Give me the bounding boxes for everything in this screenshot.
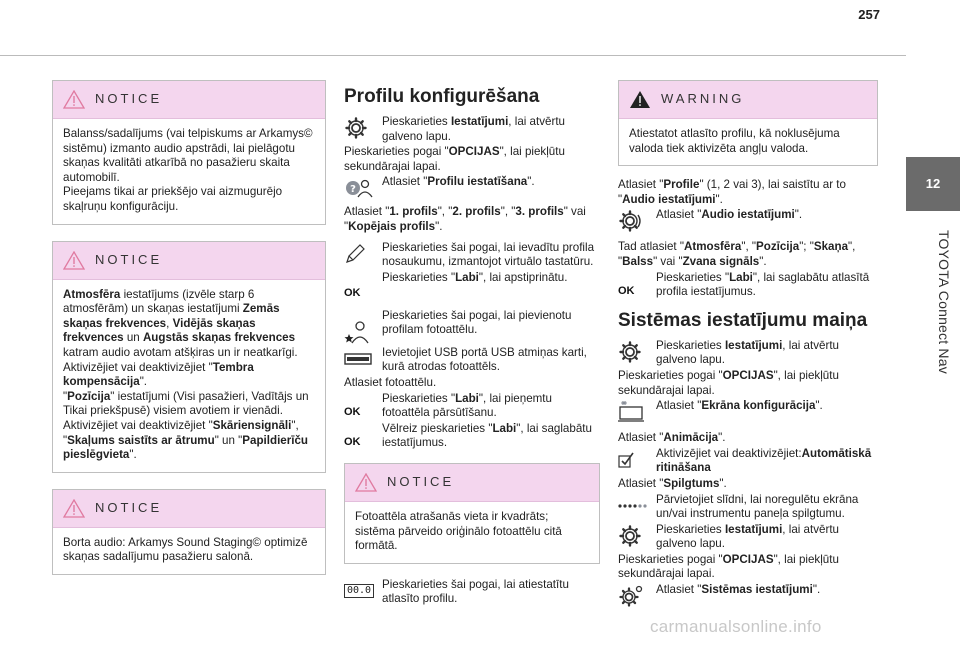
- settings-gear-icon: [618, 524, 642, 548]
- column-right: [618, 80, 878, 610]
- step-audio-settings: Atlasiet "Audio iestatījumi".: [618, 208, 878, 234]
- section-heading-profiles: Profilu konfigurēšana: [344, 86, 540, 107]
- notice-para-position: "Pozīcija" iestatījumi (Visi pasažieri, Vadītājs un Tikai priekšpusē) visiem avotiem ir vienādi.: [63, 389, 309, 418]
- notice-box-atmosphere: [52, 241, 326, 473]
- watermark: carmanualsonline.info: [650, 617, 822, 636]
- audio-settings-gear-icon: [618, 209, 644, 233]
- warning-triangle-icon: [355, 473, 377, 492]
- chapter-side-tab: [906, 0, 960, 649]
- profile-star-icon: [344, 319, 370, 345]
- step-autoscroll: Aktivizējiet vai deaktivizējiet:Automātiskā ritināšana: [618, 447, 878, 476]
- step-options: Pieskarieties pogai "OPCIJAS", lai piekļūtu sekundārajai lapai.: [344, 145, 565, 173]
- notice-header: [53, 242, 325, 280]
- step-select-profile-audio: Atlasiet "Profile" (1, 2 vai 3), lai saistītu ar to "Audio iestatījumi".: [618, 178, 846, 206]
- step-confirm-ok: OK Pieskarieties "Labi", lai apstiprinātu.: [344, 270, 568, 300]
- settings-gear-icon: [344, 116, 368, 140]
- step-open-settings-2: Pieskarieties Iestatījumi, lai atvērtu galveno lapu.: [618, 339, 878, 368]
- notice-title: NOTICE: [95, 251, 163, 267]
- warning-triangle-filled-icon: [629, 90, 651, 109]
- notice-body: [53, 528, 325, 574]
- reset-display-icon: 00.0: [344, 584, 374, 598]
- ok-button-icon: OK: [344, 405, 361, 418]
- notice-body: [53, 119, 325, 224]
- warning-triangle-icon: [63, 499, 85, 518]
- step-screen-config: Atlasiet "Ekrāna konfigurācija".: [618, 399, 878, 425]
- step-insert-usb: Ievietojiet USB portā USB atmiņas karti, kurā atrodas fotoattēls.: [344, 346, 600, 375]
- slider-dots-icon: [618, 501, 648, 511]
- notice-title: NOTICE: [95, 499, 163, 515]
- notice-text: Fotoattēla atrašanās vieta ir kvadrāts; sistēma pārveido oriģinālo fotoattēlu citā formātā.: [355, 509, 562, 553]
- svg-text:?: ?: [350, 184, 356, 196]
- step-edit-name: Pieskarieties šai pogai, lai ievadītu profila nosaukumu, izmantojot virtuālo tastatūru.: [344, 241, 600, 270]
- step-save-profile: OK Pieskarieties "Labi", lai saglabātu atlasītā profila iestatījumus.: [618, 270, 870, 299]
- ok-button-icon: OK: [344, 436, 361, 449]
- notice-header: [345, 464, 599, 502]
- step-choose-audio: Tad atlasiet "Atmosfēra", "Pozīcija"; "Skaņa", "Balss" vai "Zvana signāls".: [618, 240, 856, 268]
- notice-text: Balanss/sadalījums (vai telpiskums ar Arkamys© sistēmu) izmanto audio apstrādi, lai pielāgotu skaņas kvalitāti atkarībā no pasažieru skaita automobilī.: [63, 127, 313, 184]
- notice-para-atmosphere: Atmosfēra iestatījums (izvēle starp 6 atmosfērām) un skaņas iestatījumi Zemās skaņas frekvences, Vidējās skaņas frekvences un Augstās skaņas frekvences katram audio avotam atšķiras un ir neatkarīgi.: [63, 287, 298, 359]
- step-slider: Pārvietojiet slīdni, lai noregulētu ekrāna un/vai instrumentu paneļa spilgtumu.: [618, 493, 878, 522]
- step-options-2: Pieskarieties pogai "OPCIJAS", lai piekļūtu sekundārajai lapai.: [618, 368, 839, 397]
- notice-title: NOTICE: [387, 474, 455, 490]
- step-profile-settings: ? Atlasiet "Profilu iestatīšana".: [344, 175, 600, 201]
- step-animation: Atlasiet "Animācija".: [618, 431, 726, 445]
- notice-text-2: Pieejams tikai ar priekšējo vai aizmugurējo skaļruņu konfigurāciju.: [63, 185, 283, 213]
- notice-header: [53, 81, 325, 119]
- step-accept-transfer: OK Pieskarieties "Labi", lai pieņemtu fotoattēla pārsūtīšanu.: [344, 391, 552, 420]
- notice-para-tone: Aktivizējiet vai deaktivizējiet "Tembra kompensācija".: [63, 360, 254, 389]
- step-options-3: Pieskarieties pogai "OPCIJAS", lai piekļūtu sekundārajai lapai.: [618, 552, 839, 581]
- page-number: 257: [858, 7, 880, 22]
- settings-gear-icon: [618, 340, 642, 364]
- usb-port-icon: [344, 352, 372, 366]
- top-divider: [0, 55, 906, 56]
- ok-button-icon: OK: [618, 284, 635, 297]
- checkbox-checked-icon: [618, 452, 634, 468]
- notice-body: [53, 280, 325, 472]
- system-settings-gears-icon: [618, 584, 644, 608]
- notice-title: NOTICE: [95, 91, 163, 107]
- chapter-number: 12: [906, 157, 960, 211]
- step-brightness: Atlasiet "Spilgtums".: [618, 476, 727, 490]
- notice-body: [345, 502, 599, 563]
- warning-header: [619, 81, 877, 119]
- warning-triangle-icon: [63, 90, 85, 109]
- step-select-profile: Atlasiet "1. profils", "2. profils", "3. profils" vai "Kopējais profils".: [344, 205, 586, 233]
- ok-button-icon: OK: [344, 287, 361, 300]
- warning-text: Atiestatot atlasīto profilu, kā noklusējuma valoda tiek aktivizēta angļu valoda.: [629, 127, 840, 155]
- warning-box-reset: [618, 80, 878, 166]
- warning-body: [619, 119, 877, 165]
- chapter-title: TOYOTA Connect Nav: [936, 230, 952, 374]
- step-reset-profile: 00.0 Pieskarieties šai pogai, lai atiestatītu atlasīto profilu.: [344, 578, 600, 607]
- step-open-settings: Pieskarieties Iestatījumi, lai atvērtu galveno lapu.: [344, 115, 600, 144]
- notice-para-touch: Aktivizējiet vai deaktivizējiet "Skāriensignāli", "Skaļums saistīts ar ātrumu" un "Papildierīču pieslēgvieta".: [63, 418, 308, 462]
- warning-title: WARNING: [661, 91, 745, 107]
- step-add-photo: Pieskarieties šai pogai, lai pievienotu profilam fotoattēlu.: [344, 309, 600, 345]
- notice-text: Borta audio: Arkamys Sound Staging© optimizē skaņas sadalījumu pasažieru salonā.: [63, 535, 308, 564]
- warning-triangle-icon: [63, 251, 85, 270]
- screen-brightness-icon: [618, 401, 644, 423]
- column-left: [52, 80, 326, 591]
- notice-box-arkamys: [52, 489, 326, 575]
- step-open-settings-3: Pieskarieties Iestatījumi, lai atvērtu galveno lapu.: [618, 523, 878, 552]
- notice-box-balance: [52, 80, 326, 225]
- column-middle: [344, 80, 600, 608]
- step-system-settings: Atlasiet "Sistēmas iestatījumi".: [618, 583, 878, 609]
- notice-box-photo: [344, 463, 600, 564]
- notice-header: [53, 490, 325, 528]
- pencil-icon: [344, 243, 366, 265]
- section-heading-system: Sistēmas iestatījumu maiņa: [618, 309, 868, 331]
- step-save-settings: OK Vēlreiz pieskarieties "Labi", lai saglabātu iestatījumus.: [344, 421, 592, 450]
- step-select-photo: Atlasiet fotoattēlu.: [344, 375, 437, 389]
- profile-question-icon: [344, 177, 374, 199]
